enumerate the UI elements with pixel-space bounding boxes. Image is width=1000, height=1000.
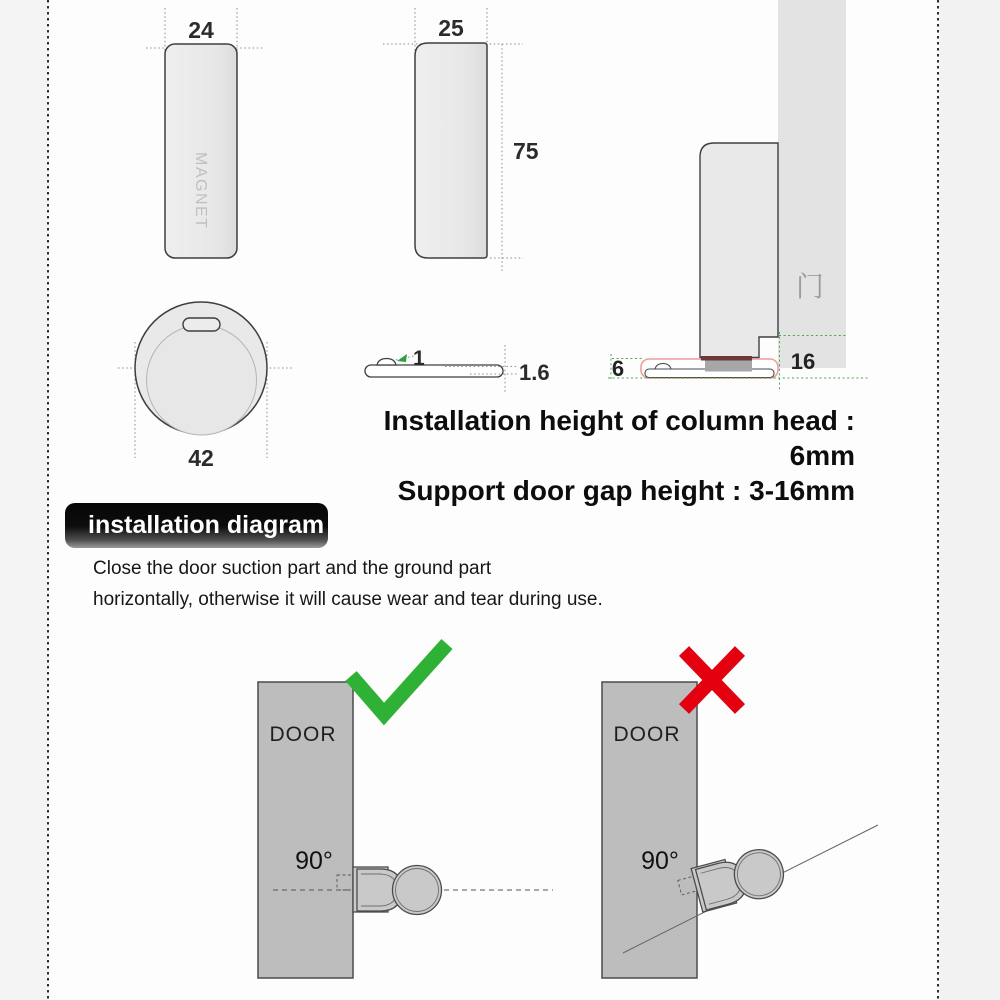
cross-icon [684, 651, 740, 709]
catch-inner-circle [147, 325, 257, 435]
door-label: DOOR [613, 723, 681, 746]
install-spec-line1: Installation height of column head : 6mm [383, 405, 855, 471]
magnet-block [705, 361, 752, 372]
diameter-dimension-label: 42 [188, 445, 214, 471]
catch-hook-slot [183, 318, 220, 331]
latch-ball [393, 866, 442, 915]
magnet-side-view [383, 8, 539, 272]
door-label: DOOR [269, 723, 337, 746]
note-line1: Close the door suction part and the ground part [93, 558, 492, 579]
incorrect-install-diagram [602, 651, 878, 978]
installation-note [93, 553, 613, 615]
thickness-dimension-label: 1.6 [519, 360, 550, 385]
floor-catch-top-view [118, 302, 292, 471]
leader-arrow [397, 354, 407, 362]
section-title: installation diagram [88, 511, 325, 539]
correct-install-diagram [258, 644, 553, 978]
base-plate-bump [377, 359, 396, 366]
note-line2: horizontally, otherwise it will cause wear and tear during use. [93, 589, 603, 610]
width-dimension-label: 25 [438, 15, 464, 41]
magnet-strip [701, 356, 752, 361]
install-spec-text [380, 403, 855, 508]
bump-dimension-label: 1 [413, 347, 425, 370]
magnet-engraving-label: MAGNET [192, 152, 209, 230]
install-spec-line2: Support door gap height : 3-16mm [397, 475, 855, 506]
magnet-front-view [146, 8, 263, 258]
checkmark-icon [351, 644, 447, 714]
gap-height-label: 16 [790, 349, 816, 374]
angle-label: 90° [641, 847, 679, 875]
width-dimension-label: 24 [188, 17, 214, 43]
door-character-label: 门 [795, 271, 825, 302]
section-title-badge [65, 503, 328, 548]
head-height-label: 6 [611, 356, 625, 381]
floor-catch-side-view [365, 345, 550, 392]
magnet-profile [700, 143, 778, 358]
door-column [778, 0, 846, 368]
height-dimension-label: 75 [513, 138, 539, 164]
angle-label: 90° [295, 847, 333, 875]
door-cross-section [608, 0, 870, 392]
magnet-side-body [415, 43, 487, 258]
